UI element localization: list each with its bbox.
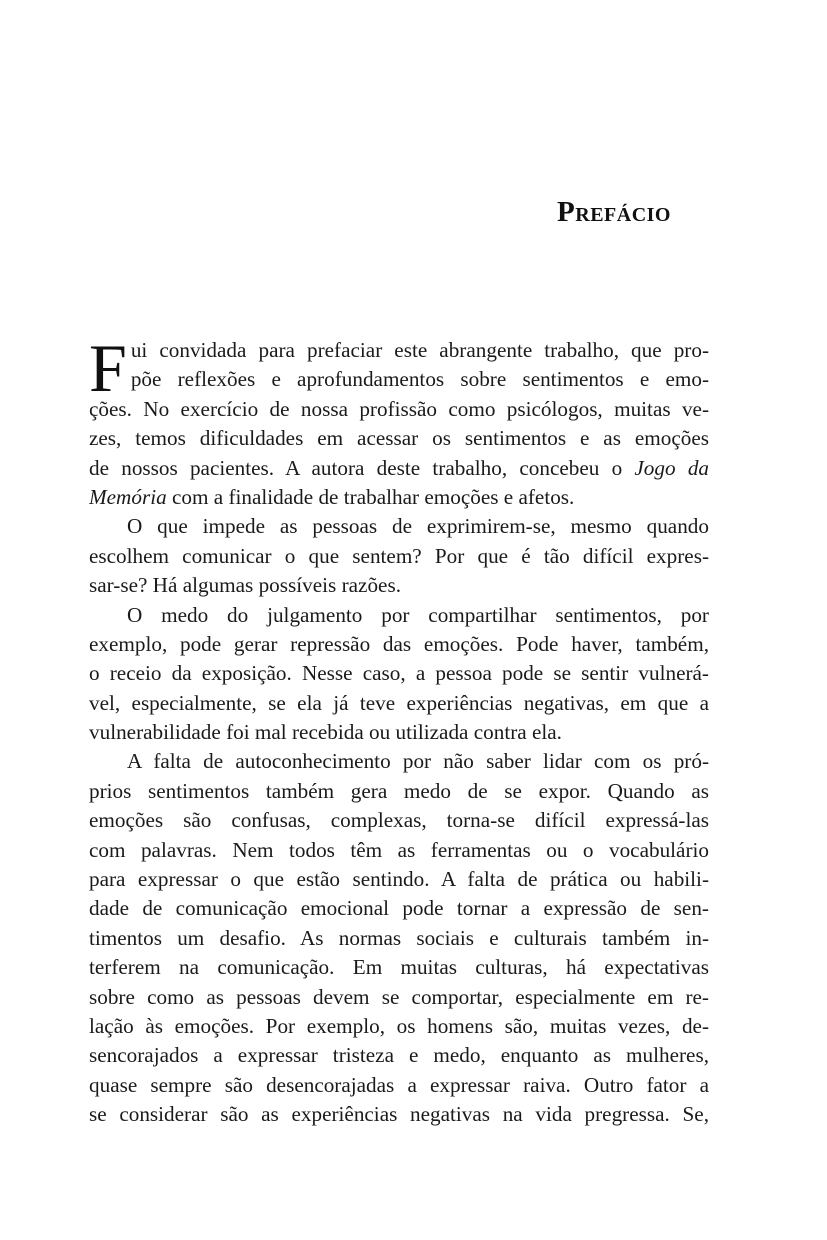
text-line: sar-se? Há algumas possíveis razões. [89,573,401,598]
paragraph-3 [89,601,709,748]
text-line: com palavras. Nem todos têm as ferramentas ou o vocabulário [89,837,709,862]
italic-title: Memória [89,484,167,509]
italic-title: Jogo da [634,455,709,480]
text-line: sobre como as pessoas devem se comportar, especialmente em re- [89,984,709,1009]
text-line: ções. No exercício de nossa profissão como psicólogos, muitas ve- [89,396,709,421]
text-segment: com a finalidade de trabalhar emoções e afetos. [171,484,575,509]
text-line: O que impede as pessoas de exprimirem-se, mesmo quando [127,514,709,539]
text-line: prios sentimentos também gera medo de se expor. Quando as [89,778,709,803]
text-line: A falta de autoconhecimento por não saber lidar com os pró- [127,749,709,774]
text-line: para expressar o que estão sentindo. A falta de prática ou habili- [89,867,709,892]
text-line: se considerar são as experiências negativas na vida pregressa. Se, [89,1102,709,1127]
text-line: dade de comunicação emocional pode tornar a expressão de sen- [89,896,709,921]
text-line: lação às emoções. Por exemplo, os homens são, muitas vezes, de- [89,1013,709,1038]
text-line: o receio da exposição. Nesse caso, a pessoa pode se sentir vulnerá- [89,661,709,686]
text-segment: de nossos pacientes. A autora deste trabalho, concebeu o [89,455,635,480]
body-text [89,330,709,1130]
paragraph-4 [89,747,709,1129]
text-line [89,454,709,483]
text-line: põe reflexões e aprofundamentos sobre sentimentos e emo- [130,367,709,392]
drop-cap: F [89,330,127,406]
text-line: vel, especialmente, se ela já teve experiências negativas, em que a [89,690,709,715]
paragraph-1 [89,330,709,512]
paragraph-2 [89,512,709,600]
text-line: vulnerabilidade foi mal recebida ou utilizada contra ela. [89,720,562,745]
text-line: exemplo, pode gerar repressão das emoções. Pode haver, também, [89,631,709,656]
text-line: O medo do julgamento por compartilhar sentimentos, por [127,602,709,627]
text-line: escolhem comunicar o que sentem? Por que é tão difícil expres- [89,543,709,568]
text-line: quase sempre são desencorajadas a expressar raiva. Outro fator a [89,1072,709,1097]
text-line: ui convidada para prefaciar este abrangente trabalho, que pro- [130,338,709,362]
text-line: sencorajados a expressar tristeza e medo, enquanto as mulheres, [89,1043,709,1068]
text-line: zes, temos dificuldades em acessar os sentimentos e as emoções [89,426,709,451]
chapter-title: Prefácio [557,196,671,228]
text-line: terferem na comunicação. Em muitas culturas, há expectativas [89,955,709,980]
text-line [89,483,709,512]
text-line: timentos um desafio. As normas sociais e culturais também in- [89,925,709,950]
text-line: emoções são confusas, complexas, torna-se difícil expressá-las [89,808,709,833]
